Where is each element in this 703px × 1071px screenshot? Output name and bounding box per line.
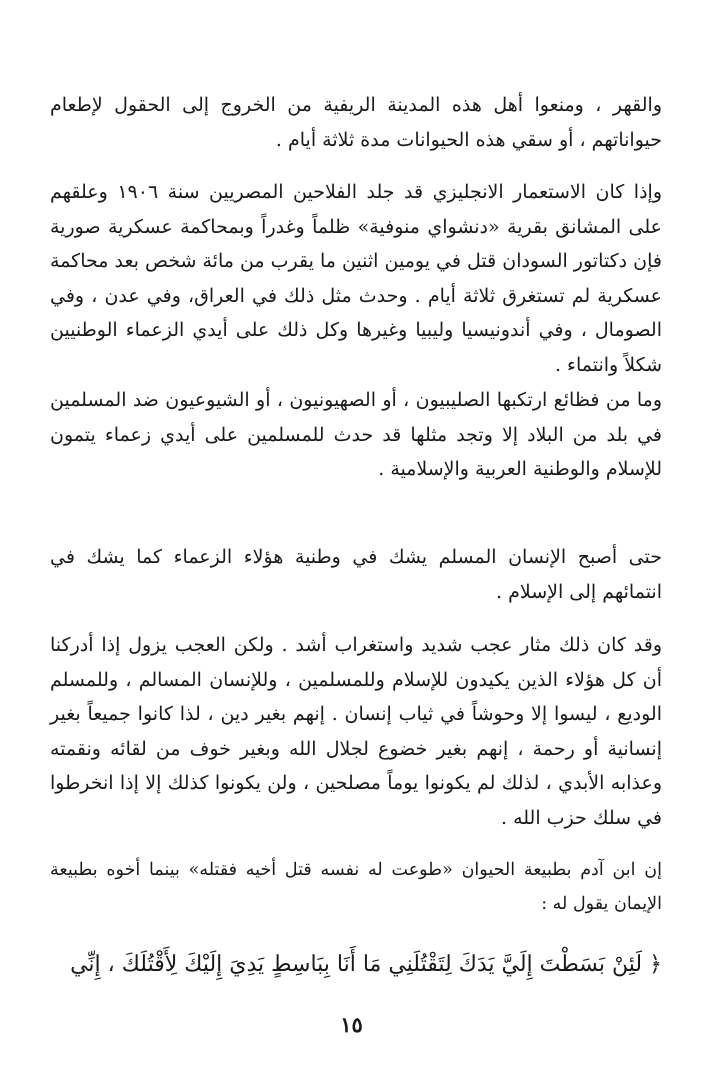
paragraph-3: وما من فظائع ارتكبها الصليبيون ، أو الصهيونيون ، أو الشيوعيون ضد المسلمين في بلد من البلاد إلا وتجد مثلها قد حدث للمسلمين على أيدي زعماء يتمون للإسلام والوطنية العربية والإسلامية . <box>50 389 662 480</box>
page-number: ١٥ <box>340 1012 363 1037</box>
paragraph-4: حتى أصبح الإنسان المسلم يشك في وطنية هؤلاء الزعماء كما يشك في انتمائهم إلى الإسلام . <box>50 546 662 603</box>
paragraph-5: وقد كان ذلك مثار عجب شديد واستغراب أشد . ولكن العجب يزول إذا أدركنا أن كل هؤلاء الذين يكيدون للإسلام وللمسلمين ، وللإنسان المسالم ، وللمسلم الوديع ، ليسوا إلا وحوشاً في ثياب إنسان . إنهم بغير دين ، لذا كانوا جميعاً بغير إنسانية أو رحمة ، إنهم بغير خضوع لجلال الله وبغير خوف من لقائه ونقمته وعذابه الأبدي ، لذلك لم يكونوا يوماً مصلحين ، ولن يكونوا كذلك إلا إذا انخرطوا في سلك حزب الله . <box>50 634 662 829</box>
paragraph-6: إن ابن آدم بطبيعة الحيوان «طوعت له نفسه قتل أخيه فقتله» بينما أخوه بطبيعة الإيمان يقول له : <box>50 860 662 914</box>
paragraph-1: والقهر ، ومنعوا أهل هذه المدينة الريفية من الخروج إلى الحقول لإطعام حيواناتهم ، أو سقي هذه الحيوانات مدة ثلاثة أيام . <box>50 94 662 151</box>
paragraph-2: وإذا كان الاستعمار الانجليزي قد جلد الفلاحين المصريين سنة ١٩٠٦ وعلقهم على المشانق بقرية «دنشواي منوفية» ظلماً وغدراً وبمحاكمة عسكرية صورية فإن دكتاتور السودان قتل في يومين اثنين ما يقرب من مائة شخص بعد محاكمة عسكرية لم تستغرق ثلاثة أيام . وحدث مثل ذلك في العراق، وفي عدن ، وفي الصومال ، وفي أندونيسيا وليبيا وغيرها وكل ذلك على أيدي الزعماء الوطنيين شكلاً وانتماء . <box>50 181 662 376</box>
quran-verse: ﴿ لَئِنْ بَسَطْتَ إِلَيَّ يَدَكَ لِتَقْتُلَنِي مَا أَنَا بِبَاسِطٍ يَدِيَ إِلَيْكَ لِأَقْتُلَكَ ، إِنِّي <box>70 952 662 977</box>
